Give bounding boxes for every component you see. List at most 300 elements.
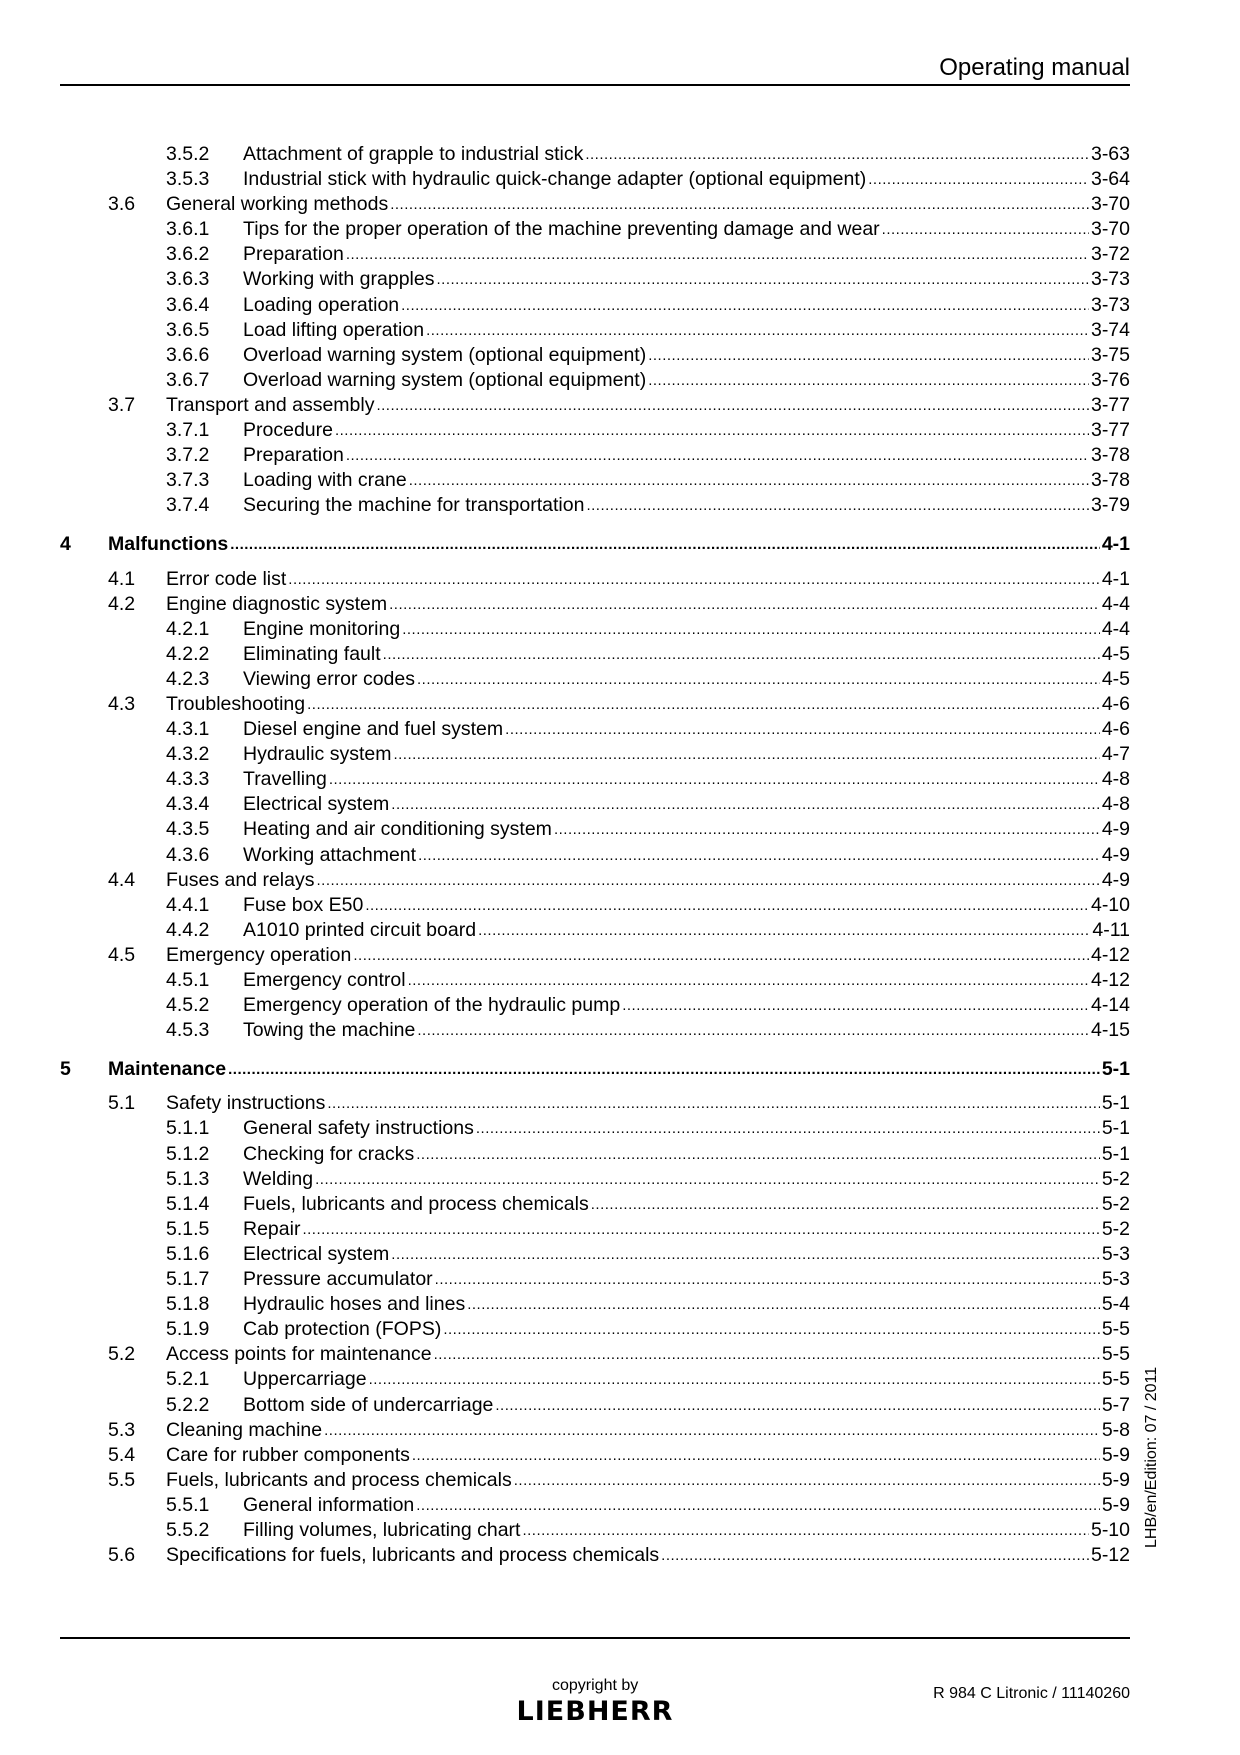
toc-entry-number: 5.6: [108, 1544, 136, 1567]
toc-entry[interactable]: [60, 667, 1130, 692]
toc-entry[interactable]: [60, 1443, 1130, 1468]
toc-entry-line: [166, 1543, 1130, 1568]
toc-entry-page: 5-2: [1101, 1167, 1130, 1190]
toc-entry[interactable]: [60, 1057, 1130, 1082]
toc-entry-page: 3-64: [1090, 168, 1130, 191]
toc-entry[interactable]: [60, 567, 1130, 592]
toc-entry[interactable]: [60, 943, 1130, 968]
toc-entry-line: [243, 343, 1130, 368]
toc-entry-page: 4-4: [1101, 592, 1130, 615]
toc-entry-number: 5.4: [108, 1443, 136, 1466]
toc-entry-line: [166, 567, 1130, 592]
toc-entry-line: [166, 592, 1130, 617]
toc-entry-number: 3.7.4: [166, 494, 210, 517]
toc-entry-title: Engine monitoring: [243, 617, 401, 640]
toc-entry-page: 4-12: [1090, 969, 1130, 991]
toc-entry-number: 3.6.1: [166, 218, 210, 241]
toc-entry[interactable]: [60, 817, 1130, 842]
toc-entry[interactable]: [60, 893, 1130, 918]
toc-entry-page: 4-14: [1090, 994, 1130, 1017]
toc-entry-title: Engine diagnostic system: [166, 592, 388, 615]
toc-entry-line: [243, 843, 1130, 868]
toc-dot-leader: [434, 1342, 1100, 1367]
toc-entry[interactable]: [60, 293, 1130, 318]
toc-entry[interactable]: [60, 1217, 1130, 1242]
toc-entry-line: [243, 267, 1130, 292]
toc-dot-leader: [315, 1167, 1100, 1192]
toc-dot-leader: [882, 217, 1089, 242]
toc-entry[interactable]: [60, 418, 1130, 443]
toc-entry-line: [166, 1418, 1130, 1443]
toc-entry-page: 5-5: [1101, 1318, 1130, 1341]
toc-entry[interactable]: [60, 1367, 1130, 1392]
toc-entry-line: [243, 893, 1130, 918]
toc-entry[interactable]: [60, 1116, 1130, 1141]
toc-entry-page: 4-10: [1090, 893, 1130, 916]
toc-entry-line: [243, 242, 1130, 267]
toc-entry-line: [243, 993, 1130, 1018]
toc-entry-page: 4-11: [1092, 918, 1130, 941]
toc-entry-number: 3.5.2: [166, 143, 210, 165]
toc-entry-page: 3-76: [1090, 368, 1130, 391]
toc-entry[interactable]: [60, 617, 1130, 642]
toc-dot-leader: [408, 968, 1089, 993]
toc-entry-title: Electrical system: [243, 793, 390, 816]
toc-entry-line: [243, 817, 1130, 842]
toc-entry[interactable]: [60, 468, 1130, 493]
toc-entry-page: 3-73: [1090, 268, 1130, 291]
toc-entry-page: 3-70: [1090, 193, 1130, 216]
toc-entry-title: Electrical system: [243, 1242, 390, 1265]
toc-entry-line: [243, 1018, 1130, 1043]
toc-entry-line: [108, 1057, 1130, 1082]
toc-dot-leader: [478, 918, 1090, 943]
toc-entry-number: 4.3.1: [166, 718, 210, 741]
toc-dot-leader: [495, 1393, 1099, 1418]
toc-dot-leader: [648, 368, 1089, 393]
toc-entry-page: 4-5: [1101, 667, 1130, 690]
toc-entry-line: [243, 918, 1130, 943]
toc-dot-leader: [416, 1493, 1100, 1518]
toc-entry-title: Viewing error codes: [243, 667, 415, 690]
toc-dot-leader: [443, 1317, 1099, 1342]
toc-entry-line: [243, 767, 1130, 792]
toc-dot-leader: [661, 1543, 1089, 1568]
toc-dot-leader: [476, 1116, 1100, 1141]
toc-entry-number: 3.7.2: [166, 444, 210, 467]
toc-entry[interactable]: [60, 1393, 1130, 1418]
table-of-contents: [60, 142, 1130, 1568]
toc-entry-title: Maintenance: [108, 1058, 227, 1081]
toc-entry-title: Load lifting operation: [243, 318, 425, 341]
toc-dot-leader: [288, 567, 1100, 592]
toc-entry-page: 5-3: [1101, 1242, 1130, 1265]
toc-entry-page: 3-75: [1090, 343, 1130, 366]
toc-entry[interactable]: [60, 1192, 1130, 1217]
toc-entry-line: [166, 1342, 1130, 1367]
toc-entry[interactable]: [60, 1418, 1130, 1443]
toc-entry[interactable]: [60, 1292, 1130, 1317]
toc-dot-leader: [369, 1367, 1100, 1392]
toc-entry-title: Towing the machine: [243, 1019, 416, 1042]
toc-entry-line: [243, 1292, 1130, 1317]
toc-entry[interactable]: [60, 1518, 1130, 1543]
toc-entry-number: 3.6: [108, 193, 136, 216]
toc-dot-leader: [435, 1267, 1100, 1292]
toc-entry-title: Fuels, lubricants and process chemicals: [243, 1192, 589, 1215]
toc-entry-page: 5-9: [1101, 1443, 1130, 1466]
toc-entry-page: 4-9: [1101, 868, 1130, 891]
toc-entry[interactable]: [60, 167, 1130, 192]
toc-entry-title: Hydraulic hoses and lines: [243, 1293, 466, 1316]
toc-dot-leader: [346, 443, 1089, 468]
toc-entry-title: Malfunctions: [108, 533, 229, 556]
toc-entry-title: Emergency control: [243, 969, 406, 991]
toc-entry-number: 4.2.3: [166, 667, 210, 690]
toc-dot-leader: [622, 993, 1089, 1018]
toc-entry-title: Preparation: [243, 444, 344, 467]
toc-entry-number: 4.2.1: [166, 617, 210, 640]
toc-entry-number: 5.5.2: [166, 1518, 210, 1541]
toc-entry[interactable]: [60, 742, 1130, 767]
header-rule: [60, 84, 1130, 86]
toc-entry-line: [243, 318, 1130, 343]
footer-rule: [60, 1637, 1130, 1639]
toc-entry[interactable]: [60, 493, 1130, 518]
toc-entry-title: Securing the machine for transportation: [243, 494, 585, 517]
toc-dot-leader: [346, 242, 1089, 267]
toc-entry-title: Preparation: [243, 243, 344, 266]
toc-entry-title: Error code list: [166, 567, 287, 590]
toc-entry-number: 4.2.2: [166, 642, 210, 665]
toc-entry-title: Overload warning system (optional equipment): [243, 368, 647, 391]
toc-entry-line: [243, 1167, 1130, 1192]
toc-entry[interactable]: [60, 318, 1130, 343]
toc-entry-page: 4-5: [1101, 642, 1130, 665]
toc-entry[interactable]: [60, 868, 1130, 893]
toc-entry[interactable]: [60, 968, 1130, 993]
toc-entry-line: [166, 1468, 1130, 1493]
toc-entry-page: 4-8: [1101, 793, 1130, 816]
toc-entry-title: Loading operation: [243, 293, 400, 316]
toc-dot-leader: [426, 318, 1089, 343]
toc-entry-line: [166, 192, 1130, 217]
toc-entry-number: 4.3.5: [166, 818, 210, 841]
toc-entry-line: [243, 468, 1130, 493]
toc-entry-title: General working methods: [166, 193, 389, 216]
toc-dot-leader: [390, 192, 1089, 217]
toc-entry-line: [243, 418, 1130, 443]
toc-entry[interactable]: [60, 918, 1130, 943]
toc-entry-title: Cab protection (FOPS): [243, 1318, 442, 1341]
toc-entry-number: 3.7.3: [166, 469, 210, 492]
toc-dot-leader: [417, 1018, 1089, 1043]
toc-entry-number: 4.3: [108, 692, 136, 715]
toc-entry-page: 5-3: [1101, 1268, 1130, 1291]
toc-entry[interactable]: [60, 1317, 1130, 1342]
toc-entry-title: Filling volumes, lubricating chart: [243, 1518, 521, 1541]
toc-entry[interactable]: [60, 368, 1130, 393]
toc-dot-leader: [228, 1057, 1100, 1082]
toc-entry-line: [243, 1192, 1130, 1217]
toc-entry-number: 4.2: [108, 592, 136, 615]
toc-entry-title: Emergency operation: [166, 943, 352, 966]
toc-entry[interactable]: [60, 393, 1130, 418]
toc-entry[interactable]: [60, 267, 1130, 292]
toc-entry[interactable]: [60, 1493, 1130, 1518]
toc-entry-line: [243, 1367, 1130, 1392]
toc-entry-line: [243, 1116, 1130, 1141]
toc-entry-page: 5-5: [1101, 1343, 1130, 1366]
toc-entry[interactable]: [60, 443, 1130, 468]
toc-entry-title: Bottom side of undercarriage: [243, 1393, 494, 1416]
toc-entry-line: [243, 742, 1130, 767]
toc-entry-page: 5-10: [1090, 1518, 1130, 1541]
toc-entry-page: 4-12: [1090, 943, 1130, 966]
toc-entry-page: 5-1: [1101, 1092, 1130, 1115]
toc-dot-leader: [329, 767, 1100, 792]
toc-entry-line: [243, 493, 1130, 518]
toc-dot-leader: [514, 1468, 1100, 1493]
toc-entry-title: Welding: [243, 1167, 314, 1190]
toc-dot-leader: [648, 343, 1089, 368]
toc-entry-number: 4.5: [108, 943, 136, 966]
toc-entry[interactable]: [60, 1342, 1130, 1367]
toc-entry-number: 4.4: [108, 868, 136, 891]
toc-entry-title: Safety instructions: [166, 1092, 326, 1115]
toc-entry-number: 5: [60, 1058, 71, 1081]
copyright-text: copyright by: [552, 1677, 639, 1694]
toc-entry-page: 5-1: [1101, 1058, 1130, 1081]
toc-entry-line: [243, 443, 1130, 468]
toc-entry-number: 5.1.4: [166, 1192, 210, 1215]
toc-entry-number: 5.5.1: [166, 1493, 210, 1516]
toc-dot-leader: [418, 843, 1100, 868]
toc-entry-title: General information: [243, 1493, 415, 1516]
toc-entry-number: 3.6.4: [166, 293, 210, 316]
toc-entry[interactable]: [60, 692, 1130, 717]
toc-entry[interactable]: [60, 1543, 1130, 1568]
toc-entry-page: 4-9: [1101, 818, 1130, 841]
toc-entry[interactable]: [60, 1242, 1130, 1267]
toc-dot-leader: [353, 943, 1089, 968]
toc-entry-number: 3.6.5: [166, 318, 210, 341]
toc-entry-number: 4: [60, 533, 71, 556]
toc-entry-number: 5.1.6: [166, 1242, 210, 1265]
toc-entry[interactable]: [60, 792, 1130, 817]
toc-entry-number: 5.1.3: [166, 1167, 210, 1190]
toc-entry-title: Attachment of grapple to industrial stick: [243, 143, 584, 165]
toc-entry-line: [243, 642, 1130, 667]
toc-entry-number: 3.5.3: [166, 168, 210, 191]
toc-entry-title: Pressure accumulator: [243, 1268, 433, 1291]
toc-entry-page: 3-78: [1090, 444, 1130, 467]
toc-entry-title: Checking for cracks: [243, 1142, 415, 1165]
toc-entry-page: 5-5: [1101, 1368, 1130, 1391]
toc-entry-title: Repair: [243, 1217, 301, 1240]
toc-entry-page: 4-6: [1101, 692, 1130, 715]
toc-entry-number: 5.2: [108, 1343, 136, 1366]
toc-entry-page: 3-77: [1090, 419, 1130, 442]
toc-entry-title: Heating and air conditioning system: [243, 818, 552, 841]
toc-entry-line: [243, 1142, 1130, 1167]
toc-entry-line: [243, 1518, 1130, 1543]
toc-entry-line: [243, 667, 1130, 692]
toc-entry-title: General safety instructions: [243, 1117, 474, 1140]
toc-dot-leader: [522, 1518, 1089, 1543]
toc-entry-title: Diesel engine and fuel system: [243, 718, 504, 741]
toc-entry-number: 5.1.5: [166, 1217, 210, 1240]
toc-entry-number: 4.4.1: [166, 893, 210, 916]
toc-entry-number: 4.5.2: [166, 994, 210, 1017]
toc-entry-line: [243, 167, 1130, 192]
toc-entry-title: Travelling: [243, 768, 327, 791]
toc-entry-line: [243, 1393, 1130, 1418]
toc-entry-title: Industrial stick with hydraulic quick-change adapter (optional equipment): [243, 168, 867, 191]
toc-entry-number: 5.1.8: [166, 1293, 210, 1316]
toc-dot-leader: [376, 393, 1089, 418]
toc-entry[interactable]: [60, 592, 1130, 617]
toc-entry-page: 5-8: [1101, 1418, 1130, 1441]
toc-entry-title: Fuse box E50: [243, 893, 364, 916]
toc-entry-line: [166, 692, 1130, 717]
toc-entry-number: 5.1.9: [166, 1318, 210, 1341]
toc-entry-line: [243, 968, 1130, 993]
toc-entry-line: [243, 1317, 1130, 1342]
toc-entry[interactable]: [60, 1167, 1130, 1192]
toc-entry-title: Tips for the proper operation of the machine preventing damage and wear: [243, 218, 880, 241]
toc-entry-number: 3.7: [108, 393, 136, 416]
toc-entry-line: [166, 1091, 1130, 1116]
toc-entry[interactable]: [60, 142, 1130, 167]
toc-dot-leader: [383, 642, 1100, 667]
toc-entry-page: 5-7: [1101, 1393, 1130, 1416]
toc-entry-number: 5.2.1: [166, 1368, 210, 1391]
toc-dot-leader: [317, 868, 1100, 893]
toc-entry-page: 3-70: [1090, 218, 1130, 241]
toc-dot-leader: [393, 742, 1099, 767]
toc-entry-number: 5.1: [108, 1092, 136, 1115]
toc-entry-title: A1010 printed circuit board: [243, 918, 477, 941]
toc-entry-number: 4.5.3: [166, 1019, 210, 1042]
toc-entry[interactable]: [60, 642, 1130, 667]
toc-entry-page: 4-4: [1101, 617, 1130, 640]
toc-dot-leader: [391, 1242, 1100, 1267]
toc-entry-page: 4-1: [1101, 567, 1130, 590]
toc-entry-title: Care for rubber components: [166, 1443, 410, 1466]
toc-entry-page: 3-79: [1090, 494, 1130, 517]
toc-entry-line: [243, 217, 1130, 242]
toc-entry[interactable]: [60, 532, 1130, 557]
toc-entry-line: [243, 1267, 1130, 1292]
toc-entry-number: 5.1.1: [166, 1117, 210, 1140]
svg-text:LIEBHERR: LIEBHERR: [516, 1696, 674, 1724]
toc-entry-page: 5-2: [1101, 1217, 1130, 1240]
toc-entry-line: [166, 943, 1130, 968]
toc-dot-leader: [409, 468, 1089, 493]
toc-entry-title: Emergency operation of the hydraulic pump: [243, 994, 621, 1017]
toc-entry[interactable]: [60, 993, 1130, 1018]
toc-dot-leader: [401, 293, 1089, 318]
toc-entry-title: Hydraulic system: [243, 743, 392, 766]
edition-side-note: LHB/en/Edition: 07 / 2011: [1143, 1366, 1160, 1548]
toc-entry-number: 3.7.1: [166, 419, 210, 442]
toc-entry-page: 3-77: [1090, 393, 1130, 416]
toc-entry-title: Transport and assembly: [166, 393, 375, 416]
toc-dot-leader: [591, 1192, 1100, 1217]
toc-entry-line: [243, 792, 1130, 817]
toc-dot-leader: [402, 617, 1100, 642]
toc-entry-line: [243, 1217, 1130, 1242]
toc-entry-title: Fuses and relays: [166, 868, 315, 891]
toc-dot-leader: [307, 692, 1100, 717]
toc-entry-title: Specifications for fuels, lubricants and process chemicals: [166, 1544, 660, 1567]
toc-entry[interactable]: [60, 1267, 1130, 1292]
toc-dot-leader: [505, 717, 1100, 742]
toc-entry-number: 3.6.3: [166, 268, 210, 291]
toc-entry-line: [243, 717, 1130, 742]
toc-entry-number: 5.5: [108, 1468, 136, 1491]
toc-entry-line: [166, 868, 1130, 893]
toc-entry-page: 4-15: [1090, 1019, 1130, 1042]
toc-entry-title: Fuels, lubricants and process chemicals: [166, 1468, 512, 1491]
toc-dot-leader: [417, 667, 1100, 692]
page-header-title: Operating manual: [939, 54, 1130, 81]
toc-dot-leader: [302, 1217, 1099, 1242]
toc-entry-page: 5-12: [1090, 1544, 1130, 1567]
toc-entry-number: 4.4.2: [166, 918, 210, 941]
toc-entry-title: Cleaning machine: [166, 1418, 323, 1441]
toc-entry-page: 5-1: [1101, 1142, 1130, 1165]
toc-dot-leader: [585, 142, 1089, 167]
toc-entry[interactable]: [60, 1142, 1130, 1167]
toc-entry-page: 3-78: [1090, 469, 1130, 492]
toc-entry[interactable]: [60, 1018, 1130, 1043]
toc-entry[interactable]: [60, 217, 1130, 242]
toc-entry-title: Procedure: [243, 419, 333, 442]
toc-entry-number: 5.1.7: [166, 1268, 210, 1291]
toc-entry-number: 5.2.2: [166, 1393, 210, 1416]
toc-entry[interactable]: [60, 767, 1130, 792]
toc-entry-page: 3-73: [1090, 293, 1130, 316]
toc-entry[interactable]: [60, 242, 1130, 267]
toc-entry[interactable]: [60, 1091, 1130, 1116]
toc-entry-line: [166, 1443, 1130, 1468]
toc-entry-number: 5.1.2: [166, 1142, 210, 1165]
toc-entry[interactable]: [60, 192, 1130, 217]
toc-entry[interactable]: [60, 343, 1130, 368]
toc-entry[interactable]: [60, 717, 1130, 742]
toc-entry-number: 3.6.2: [166, 243, 210, 266]
toc-entry-title: Uppercarriage: [243, 1368, 367, 1391]
toc-entry-page: 4-9: [1101, 843, 1130, 866]
toc-entry-title: Overload warning system (optional equipment): [243, 343, 647, 366]
toc-entry-number: 3.6.7: [166, 368, 210, 391]
toc-entry-page: 3-72: [1090, 243, 1130, 266]
toc-entry-page: 3-63: [1090, 143, 1130, 165]
toc-entry-line: [166, 393, 1130, 418]
toc-entry-line: [243, 1493, 1130, 1518]
toc-entry-title: Loading with crane: [243, 469, 407, 492]
toc-entry[interactable]: [60, 843, 1130, 868]
toc-dot-leader: [586, 493, 1089, 518]
toc-entry[interactable]: [60, 1468, 1130, 1493]
toc-dot-leader: [436, 267, 1088, 292]
toc-entry-page: 5-2: [1101, 1192, 1130, 1215]
toc-entry-number: 4.3.3: [166, 768, 210, 791]
toc-entry-page: 5-4: [1101, 1293, 1130, 1316]
toc-entry-number: 4.3.4: [166, 793, 210, 816]
